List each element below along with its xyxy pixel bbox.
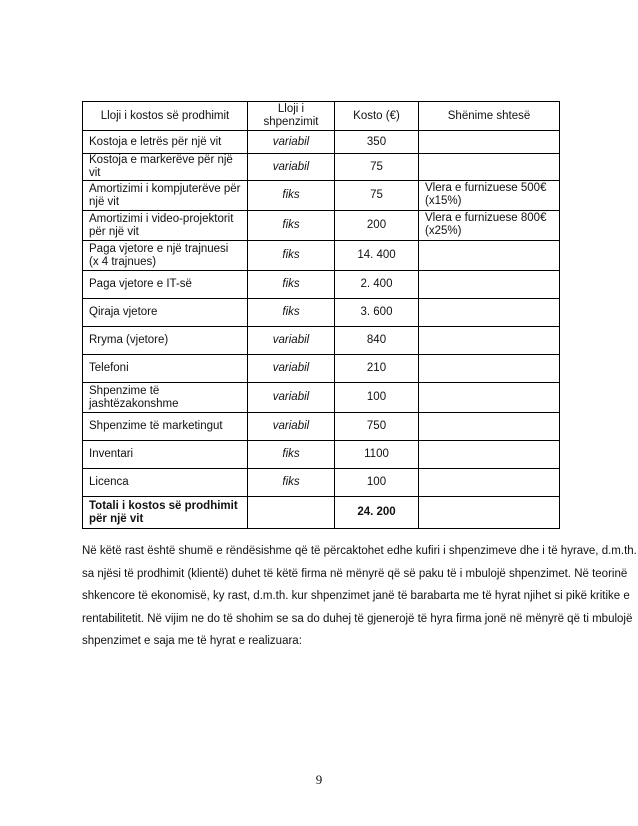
total-type	[248, 497, 335, 529]
header-expense-type: Lloji i shpenzimit	[248, 102, 335, 131]
cell-type: variabil	[248, 383, 335, 413]
cell-note	[419, 469, 560, 497]
cell-cost: 1100	[335, 441, 419, 469]
cell-name: Qiraja vjetore	[83, 299, 248, 327]
cell-name: Shpenzime të jashtëzakonshme	[83, 383, 248, 413]
cell-cost: 2. 400	[335, 271, 419, 299]
paragraph-line: rentabilitetit. Në vijim ne do të shohim se sa do duhej të gjenerojë të hyra firma jonë në mënyrë që ti mbulojë	[82, 612, 633, 625]
cell-cost: 14. 400	[335, 241, 419, 271]
cell-note	[419, 241, 560, 271]
cell-note	[419, 383, 560, 413]
body-paragraph	[82, 540, 637, 653]
page-number: 9	[315, 772, 323, 787]
cell-type: fiks	[248, 271, 335, 299]
cell-cost: 840	[335, 327, 419, 355]
table-row	[83, 131, 560, 154]
cell-cost: 210	[335, 355, 419, 383]
cell-note: Vlera e furnizuese 500€ (x15%)	[419, 181, 560, 211]
paragraph-line: shpenzimet e saja me të hyrat e realizuara:	[82, 635, 302, 648]
cell-type: variabil	[248, 131, 335, 154]
cell-name: Shpenzime të marketingut	[83, 413, 248, 441]
production-cost-table	[82, 101, 560, 529]
cell-cost: 75	[335, 154, 419, 181]
cell-note	[419, 154, 560, 181]
total-label: Totali i kostos së prodhimit për një vit	[83, 497, 248, 529]
cell-cost: 3. 600	[335, 299, 419, 327]
table-total-row	[83, 497, 560, 529]
table-row	[83, 271, 560, 299]
header-notes: Shënime shtesë	[419, 102, 560, 131]
cell-type: fiks	[248, 441, 335, 469]
paragraph-line: sa njësi të prodhimit (klientë) duhet të këtë firma në mënyrë që së paku të i mbulojë shpenzimet. Në teorinë	[82, 567, 628, 580]
cell-cost: 350	[335, 131, 419, 154]
cell-type: fiks	[248, 211, 335, 241]
table-row	[83, 327, 560, 355]
cell-note	[419, 441, 560, 469]
cell-name: Amortizimi i video-projektorit për një vit	[83, 211, 248, 241]
cell-name: Paga vjetore e një trajnuesi (x 4 trajnues)	[83, 241, 248, 271]
header-cost: Kosto (€)	[335, 102, 419, 131]
cell-cost: 100	[335, 383, 419, 413]
cell-cost: 75	[335, 181, 419, 211]
cell-cost: 200	[335, 211, 419, 241]
cell-name: Telefoni	[83, 355, 248, 383]
cell-note	[419, 413, 560, 441]
paragraph-line: shkencore të ekonomisë, ky rast, d.m.th. kur shpenzimet janë të barabarta me të hyrat njihet si pikë kritike e	[82, 590, 630, 603]
cell-name: Paga vjetore e IT-së	[83, 271, 248, 299]
cell-type: fiks	[248, 181, 335, 211]
cell-name: Inventari	[83, 441, 248, 469]
cell-name: Kostoja e markerëve për një vit	[83, 154, 248, 181]
header-cost-type: Lloji i kostos së prodhimit	[83, 102, 248, 131]
table-row	[83, 383, 560, 413]
cell-note	[419, 355, 560, 383]
cell-name: Licenca	[83, 469, 248, 497]
table-row	[83, 355, 560, 383]
total-cost: 24. 200	[335, 497, 419, 529]
cell-type: fiks	[248, 469, 335, 497]
cell-cost: 100	[335, 469, 419, 497]
table-row	[83, 211, 560, 241]
table-row	[83, 241, 560, 271]
cell-type: variabil	[248, 413, 335, 441]
cell-name: Rryma (vjetore)	[83, 327, 248, 355]
cell-note: Vlera e furnizuese 800€ (x25%)	[419, 211, 560, 241]
paragraph-line: Në këtë rast është shumë e rëndësishme që të përcaktohet edhe kufiri i shpenzimeve dhe i të hyrave, d.m.th.	[82, 545, 637, 557]
cell-note	[419, 299, 560, 327]
cell-note	[419, 131, 560, 154]
cell-type: variabil	[248, 154, 335, 181]
cell-type: fiks	[248, 299, 335, 327]
table-row	[83, 413, 560, 441]
cell-name: Amortizimi i kompjuterëve për një vit	[83, 181, 248, 211]
cell-type: variabil	[248, 327, 335, 355]
table-row	[83, 154, 560, 181]
table-row	[83, 299, 560, 327]
cell-type: variabil	[248, 355, 335, 383]
table-row	[83, 441, 560, 469]
cell-type: fiks	[248, 241, 335, 271]
table-row	[83, 469, 560, 497]
table-header-row	[83, 102, 560, 131]
cell-cost: 750	[335, 413, 419, 441]
cell-note	[419, 271, 560, 299]
cell-note	[419, 327, 560, 355]
table-row	[83, 181, 560, 211]
cell-name: Kostoja e letrës për një vit	[83, 131, 248, 154]
total-note	[419, 497, 560, 529]
